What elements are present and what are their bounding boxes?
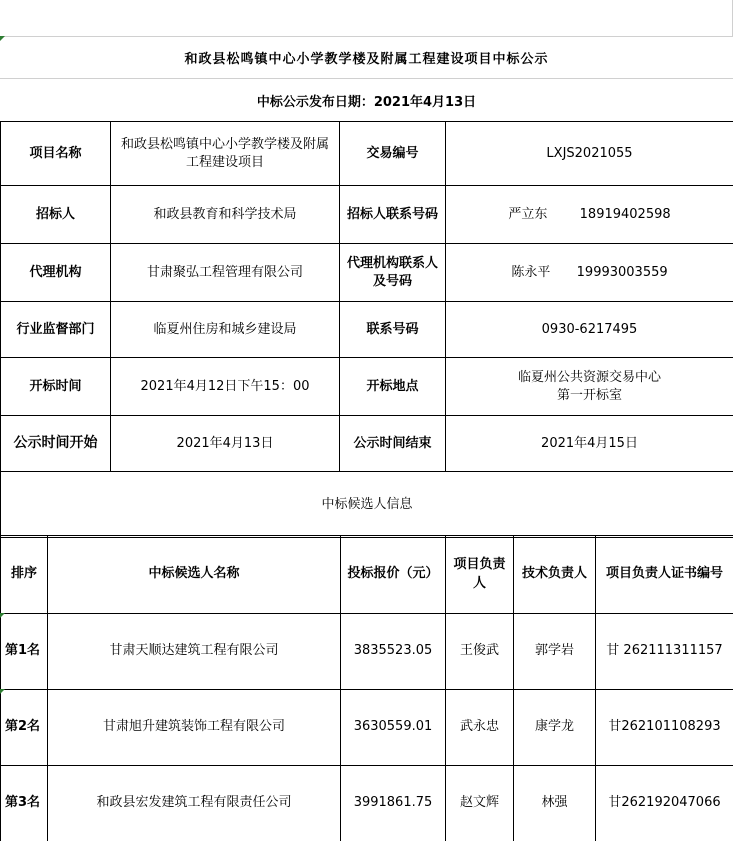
- candidate-tech: 康学龙: [514, 690, 596, 766]
- publish-date-text: 中标公示发布日期：2021年4月13日: [256, 94, 477, 110]
- project-info-table: [0, 121, 733, 538]
- row-open-time: [1, 358, 733, 416]
- open-time-value: 2021年4月12日下午15：00: [111, 358, 340, 416]
- supervisor-value: 临夏州住房和城乡建设局: [111, 302, 340, 358]
- candidate-name: 甘肃旭升建筑装饰工程有限公司: [48, 690, 341, 766]
- header-name: 中标候选人名称: [48, 536, 341, 614]
- candidate-price: 3991861.75: [341, 766, 446, 841]
- candidate-pm: 王俊武: [446, 614, 514, 690]
- notice-title: [0, 36, 733, 79]
- candidate-cert: 甘262101108293: [596, 690, 733, 766]
- notice-end-value: 2021年4月15日: [446, 416, 733, 472]
- table-row: [1, 766, 733, 841]
- project-name-label: 项目名称: [1, 122, 111, 186]
- trade-no-label: 交易编号: [340, 122, 446, 186]
- notice-start-label: 公示时间开始: [1, 416, 111, 472]
- agency-contact-phone: 19993003559: [576, 264, 668, 280]
- table-row: [1, 614, 733, 690]
- open-place-value: [446, 358, 733, 416]
- row-supervisor: [1, 302, 733, 358]
- project-name-value: 和政县松鸣镇中心小学教学楼及附属工程建设项目: [111, 122, 340, 186]
- tenderer-contact-value: [446, 186, 733, 244]
- cell-marker-icon: [0, 613, 5, 618]
- candidate-rank: 第3名: [1, 766, 48, 841]
- agency-label: 代理机构: [1, 244, 111, 302]
- supervisor-phone-label: 联系号码: [340, 302, 446, 358]
- candidate-name: 和政县宏发建筑工程有限责任公司: [48, 766, 341, 841]
- candidate-rank: 第1名: [1, 614, 48, 690]
- cell-marker-icon: [0, 689, 5, 694]
- row-notice-period: [1, 416, 733, 472]
- row-candidates-title: [1, 472, 733, 538]
- tenderer-value: 和政县教育和科学技术局: [111, 186, 340, 244]
- header-price: 投标报价（元）: [341, 536, 446, 614]
- candidates-header-row: [1, 536, 733, 614]
- tenderer-contact-label: 招标人联系号码: [340, 186, 446, 244]
- tenderer-label: 招标人: [1, 186, 111, 244]
- open-place-label: 开标地点: [340, 358, 446, 416]
- candidate-price: 3630559.01: [341, 690, 446, 766]
- header-pm: 项目负责人: [446, 536, 514, 614]
- open-place-line1: 临夏州公共资源交易中心: [517, 369, 661, 385]
- open-time-label: 开标时间: [1, 358, 111, 416]
- candidates-section-title: 中标候选人信息: [1, 472, 733, 538]
- candidate-name: 甘肃天顺达建筑工程有限公司: [48, 614, 341, 690]
- candidate-rank: 第2名: [1, 690, 48, 766]
- table-row: [1, 690, 733, 766]
- agency-contact-label: 代理机构联系人及号码: [340, 244, 446, 302]
- cell-marker-icon: [0, 36, 5, 41]
- trade-no-value: LXJS2021055: [446, 122, 733, 186]
- candidate-price: 3835523.05: [341, 614, 446, 690]
- open-place-line2: 第一开标室: [556, 387, 622, 403]
- candidate-pm: 赵文辉: [446, 766, 514, 841]
- candidate-tech: 林强: [514, 766, 596, 841]
- row-project-name: [1, 122, 733, 186]
- notice-title-text: 和政县松鸣镇中心小学教学楼及附属工程建设项目中标公示: [184, 52, 549, 67]
- agency-value: 甘肃聚弘工程管理有限公司: [111, 244, 340, 302]
- header-cert: 项目负责人证书编号: [596, 536, 733, 614]
- agency-contact-value: [446, 244, 733, 302]
- agency-contact-name: 陈永平: [511, 264, 551, 280]
- notice-end-label: 公示时间结束: [340, 416, 446, 472]
- header-rank: 排序: [1, 536, 48, 614]
- tenderer-contact-name: 严立东: [508, 206, 548, 222]
- candidate-cert: 甘262192047066: [596, 766, 733, 841]
- row-agency: [1, 244, 733, 302]
- header-tech: 技术负责人: [514, 536, 596, 614]
- publish-date: [0, 79, 733, 121]
- supervisor-label: 行业监督部门: [1, 302, 111, 358]
- tenderer-contact-phone: 18919402598: [579, 206, 671, 222]
- candidate-cert: 甘 262111311157: [596, 614, 733, 690]
- candidate-tech: 郭学岩: [514, 614, 596, 690]
- notice-start-value: 2021年4月13日: [111, 416, 340, 472]
- row-tenderer: [1, 186, 733, 244]
- blank-top-row: [0, 0, 733, 36]
- candidates-table: [0, 535, 733, 841]
- candidate-pm: 武永忠: [446, 690, 514, 766]
- supervisor-phone-value: 0930-6217495: [446, 302, 733, 358]
